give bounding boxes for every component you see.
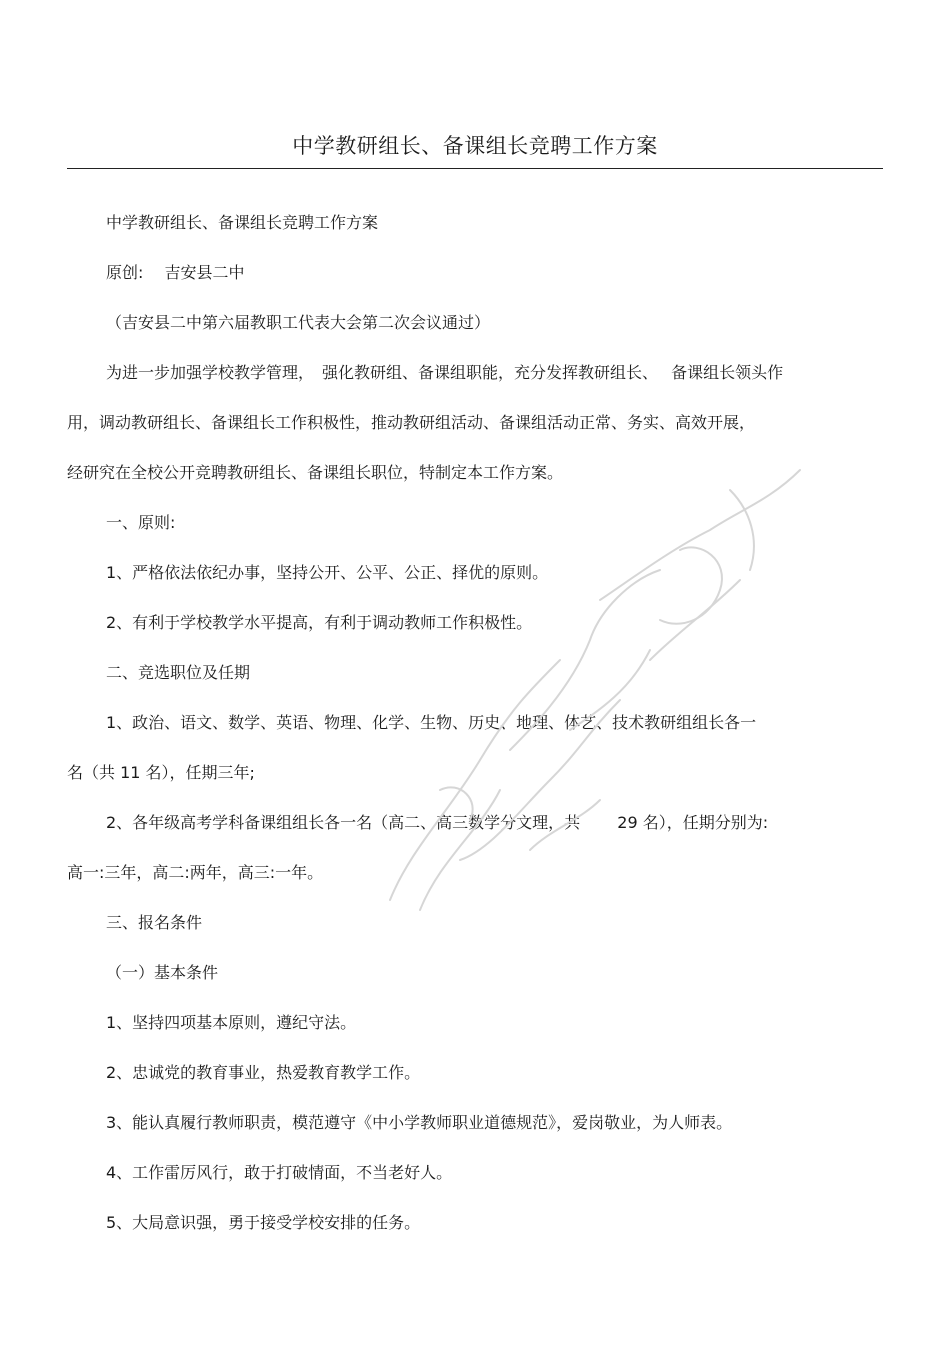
calligraphy-watermark bbox=[330, 430, 850, 950]
requirement-item-5: 5、大局意识强，勇于接受学校安排的任务。 bbox=[106, 1213, 421, 1232]
position-item-2-line-2: 高一:三年，高二:两年，高三:一年。 bbox=[67, 863, 324, 882]
intro-line-1: 为进一步加强学校教学管理， 强化教研组、备课组职能，充分发挥教研组长、 备课组长领头作 bbox=[106, 363, 784, 382]
doc-origin: 原创: 吉安县二中 bbox=[106, 263, 245, 282]
section-heading-principles: 一、原则: bbox=[106, 513, 176, 532]
requirement-item-3: 3、能认真履行教师职责，模范遵守《中小学教师职业道德规范》，爱岗敬业，为人师表。 bbox=[106, 1113, 733, 1132]
requirement-item-4: 4、工作雷厉风行，敢于打破情面，不当老好人。 bbox=[106, 1163, 453, 1182]
intro-line-2: 用，调动教研组长、备课组长工作积极性，推动教研组活动、备课组活动正常、务实、高效开展， bbox=[67, 413, 756, 432]
requirement-item-1: 1、坚持四项基本原则，遵纪守法。 bbox=[106, 1013, 357, 1032]
section-heading-requirements: 三、报名条件 bbox=[106, 913, 203, 932]
principle-item-1: 1、严格依法依纪办事，坚持公开、公平、公正、择优的原则。 bbox=[106, 563, 549, 582]
position-item-1-line-1: 1、政治、语文、数学、英语、物理、化学、生物、历史、地理、体艺、技术教研组组长各一 bbox=[106, 713, 757, 732]
doc-subtitle: 中学教研组长、备课组长竞聘工作方案 bbox=[106, 213, 379, 232]
section-heading-positions: 二、竞选职位及任期 bbox=[106, 663, 251, 682]
position-item-1-line-2: 名（共 11 名），任期三年; bbox=[67, 763, 255, 782]
title-divider bbox=[67, 168, 883, 169]
subsection-heading-basic: （一）基本条件 bbox=[106, 963, 219, 982]
requirement-item-2: 2、忠诚党的教育事业，热爱教育教学工作。 bbox=[106, 1063, 421, 1082]
position-item-2-line-1: 2、各年级高考学科备课组组长各一名（高二、高三数学分文理，共 29 名），任期分别为: bbox=[106, 813, 769, 832]
principle-item-2: 2、有利于学校教学水平提高，有利于调动教师工作积极性。 bbox=[106, 613, 533, 632]
doc-approval-note: （吉安县二中第六届教职工代表大会第二次会议通过） bbox=[106, 313, 491, 332]
document-title: 中学教研组长、备课组长竞聘工作方案 bbox=[292, 134, 658, 158]
intro-line-3: 经研究在全校公开竞聘教研组长、备课组长职位，特制定本工作方案。 bbox=[67, 463, 564, 482]
